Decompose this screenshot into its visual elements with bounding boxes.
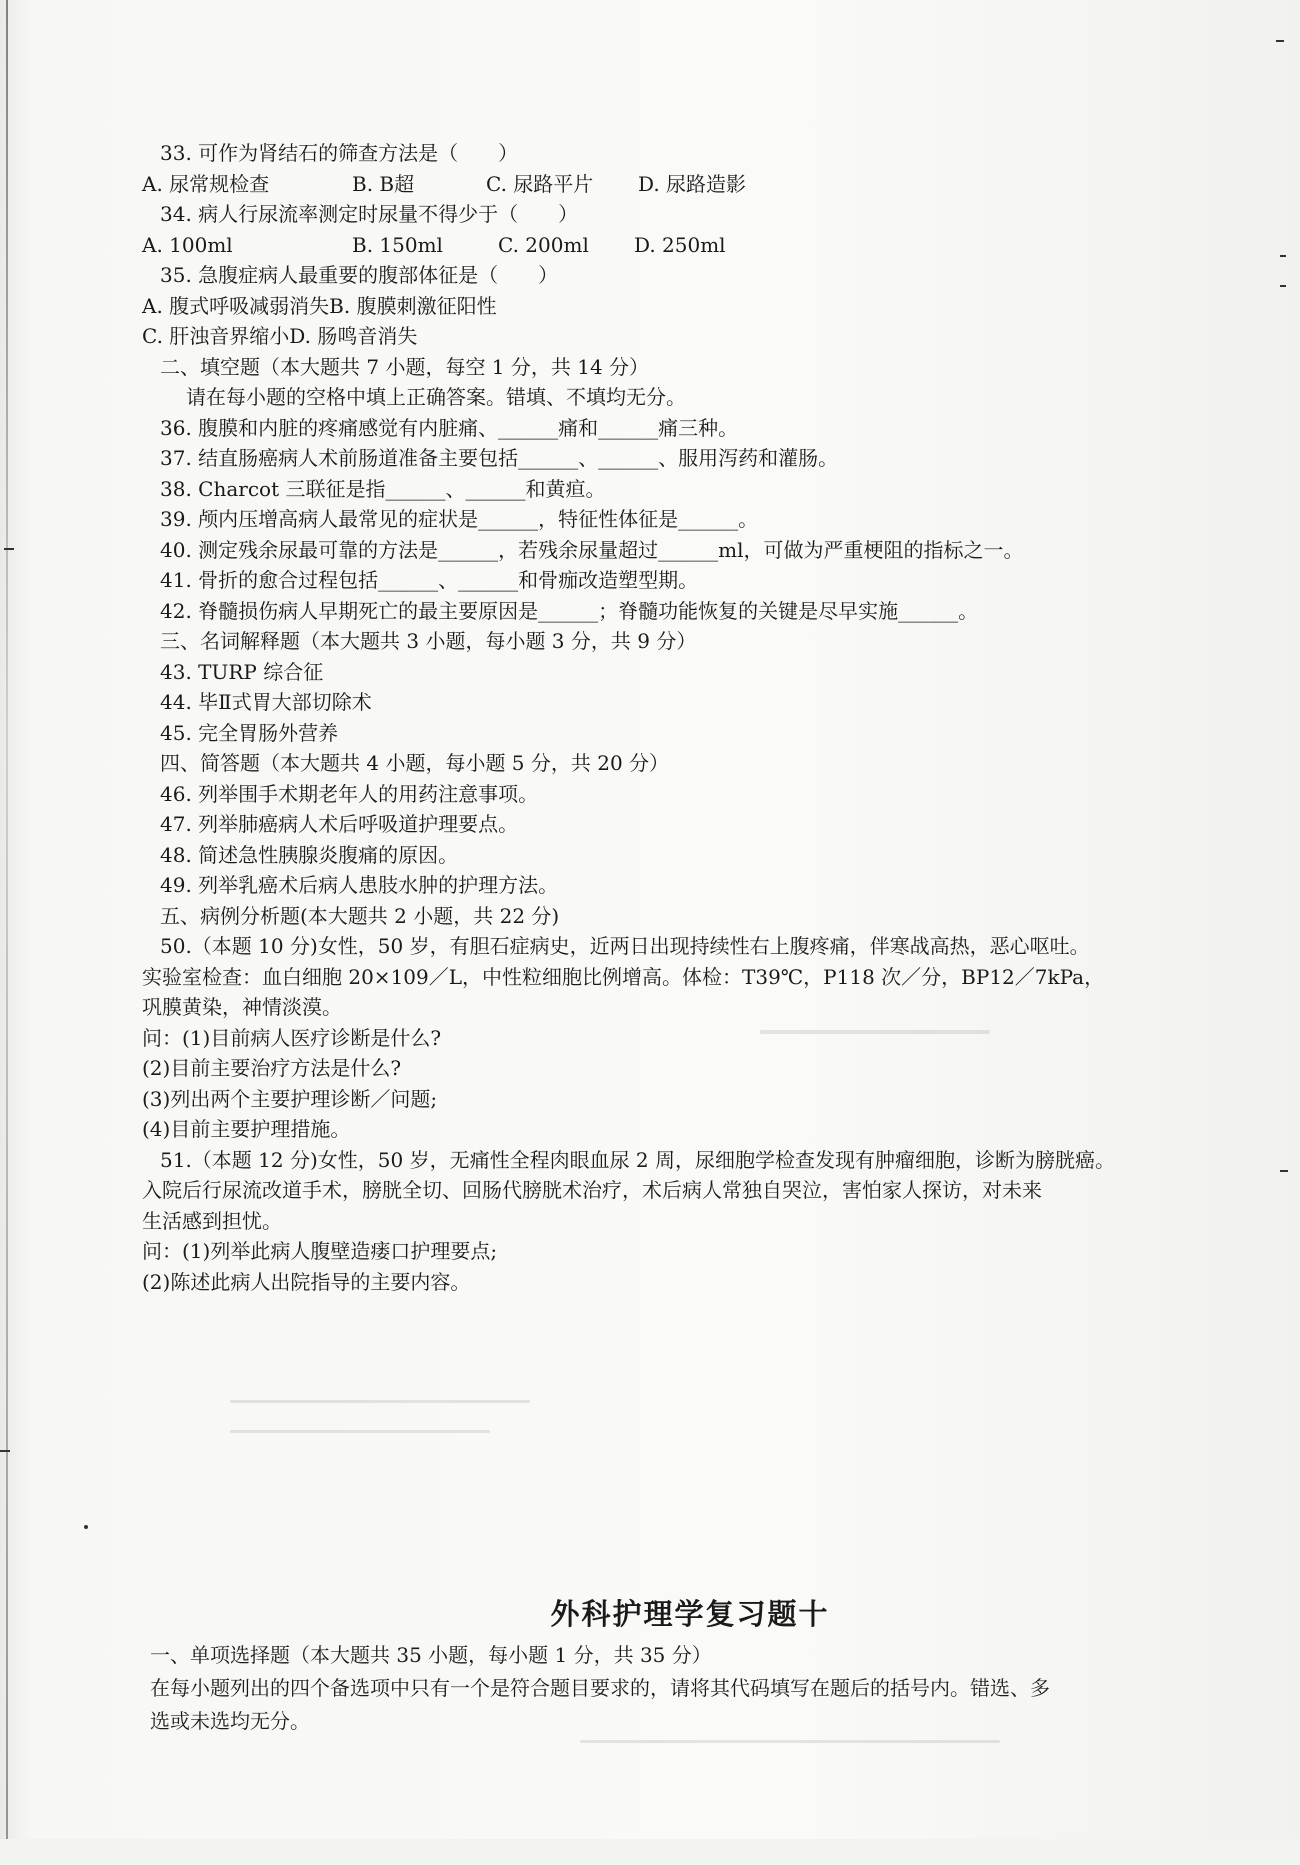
option-d: D. 尿路造影 <box>638 171 747 196</box>
scan-mark <box>1280 1170 1288 1172</box>
question-50-ask-1: 问：(1)目前病人医疗诊断是什么? <box>142 1025 442 1050</box>
question-43: 43. TURP 综合征 <box>160 659 324 684</box>
section-4-heading: 四、简答题（本大题共 4 小题，每小题 5 分，共 20 分） <box>160 751 670 775</box>
question-47: 47. 列举肺癌病人术后呼吸道护理要点。 <box>160 812 519 836</box>
option-a: A. 尿常规检查 <box>142 171 270 196</box>
scan-mark <box>0 1450 10 1452</box>
question-50-line-2: 实验室检查：血白细胞 20×109／L，中性粒细胞比例增高。体检：T39℃，P118 次／分，BP12／7kPa， <box>142 964 1105 989</box>
question-44: 44. 毕Ⅱ式胃大部切除术 <box>160 690 372 714</box>
question-46: 46. 列举围手术期老年人的用药注意事项。 <box>160 781 539 806</box>
scan-mark <box>1276 40 1284 42</box>
option-b: B. B超 <box>352 171 415 196</box>
question-34: 34. 病人行尿流率测定时尿量不得少于（ ） <box>160 202 579 226</box>
section-3-heading: 三、名词解释题（本大题共 3 小题，每小题 3 分，共 9 分） <box>160 629 697 653</box>
question-36: 36. 腹膜和内脏的疼痛感觉有内脏痛、______痛和______痛三种。 <box>160 415 739 440</box>
option-a: A. 100ml <box>142 232 233 257</box>
question-50-ask-3: (3)列出两个主要护理诊断／问题; <box>142 1086 438 1111</box>
question-48: 48. 简述急性胰腺炎腹痛的原因。 <box>160 842 459 867</box>
scan-mark <box>4 548 14 550</box>
question-50-ask-2: (2)目前主要治疗方法是什么? <box>142 1056 402 1080</box>
option-c: C. 尿路平片 <box>486 171 594 196</box>
question-39: 39. 颅内压增高病人最常见的症状是______，特征性体征是______。 <box>160 507 759 531</box>
option-d: D. 250ml <box>634 232 726 257</box>
question-51-ask-1: 问：(1)列举此病人腹壁造瘘口护理要点; <box>142 1239 498 1263</box>
question-50-line-1: 50.（本题 10 分)女性，50 岁，有胆石症病史，近两日出现持续性右上腹疼痛，伴寒战高热，恶心呕吐。 <box>160 934 1090 958</box>
question-38: 38. Charcot 三联征是指______、______和黄疸。 <box>160 476 606 501</box>
question-50-ask-4: (4)目前主要护理措施。 <box>142 1117 351 1141</box>
blank-spacer <box>142 1297 1222 1865</box>
question-33-options <box>142 169 1222 200</box>
scan-mark <box>1280 255 1286 257</box>
question-35-options-ab: A. 腹式呼吸减弱消失B. 腹膜刺激征阳性 <box>142 293 497 318</box>
question-34-options <box>142 230 1222 261</box>
question-51-line-3: 生活感到担忧。 <box>142 1208 282 1233</box>
question-51-line-2: 入院后行尿流改道手术，膀胱全切、回肠代膀胱术治疗，术后病人常独自哭泣，害怕家人探访，对未来 <box>142 1178 1042 1202</box>
section-5-heading: 五、病例分析题(本大题共 2 小题，共 22 分) <box>160 903 560 928</box>
question-51-ask-2: (2)陈述此病人出院指导的主要内容。 <box>142 1269 471 1294</box>
next-instruction-line-2: 选或未选均无分。 <box>150 1709 310 1733</box>
scan-mark <box>84 1525 88 1529</box>
scan-mark <box>1280 285 1286 287</box>
question-41: 41. 骨折的愈合过程包括______、______和骨痂改造塑型期。 <box>160 568 699 592</box>
question-45: 45. 完全胃肠外营养 <box>160 720 339 745</box>
question-35-options-cd: C. 肝浊音界缩小D. 肠鸣音消失 <box>142 324 418 348</box>
next-section-1-heading: 一、单项选择题（本大题共 35 小题，每小题 1 分，共 35 分） <box>150 1643 712 1667</box>
option-b: B. 150ml <box>352 232 443 257</box>
question-33: 33. 可作为肾结石的筛查方法是（ ） <box>160 141 519 165</box>
section-2-instruction: 请在每小题的空格中填上正确答案。错填、不填均无分。 <box>186 385 686 409</box>
question-42: 42. 脊髓损伤病人早期死亡的最主要原因是______；脊髓功能恢复的关键是尽早实施______。 <box>160 598 979 623</box>
question-37: 37. 结直肠癌病人术前肠道准备主要包括______、______、服用泻药和灌肠。 <box>160 446 839 470</box>
next-instruction-line-1: 在每小题列出的四个备选项中只有一个是符合题目要求的，请将其代码填写在题后的括号内。错选、多 <box>150 1676 1050 1700</box>
question-40: 40. 测定残余尿最可靠的方法是______，若残余尿量超过______ml，可做为严重梗阻的指标之一。 <box>160 537 1024 562</box>
question-49: 49. 列举乳癌术后病人患肢水肿的护理方法。 <box>160 873 559 897</box>
question-51-line-1: 51.（本题 12 分)女性，50 岁，无痛性全程肉眼血尿 2 周，尿细胞学检查发现有肿瘤细胞，诊断为膀胱癌。 <box>160 1147 1116 1172</box>
question-50-line-3: 巩膜黄染，神情淡漠。 <box>142 995 342 1019</box>
next-exam-block <box>150 1598 1230 1738</box>
next-exam-title: 外科护理学复习题十 <box>550 1597 830 1631</box>
question-35: 35. 急腹症病人最重要的腹部体征是（ ） <box>160 263 559 287</box>
scan-edge-shadow <box>6 0 8 1839</box>
section-2-heading: 二、填空题（本大题共 7 小题，每空 1 分，共 14 分） <box>160 354 650 379</box>
option-c: C. 200ml <box>498 232 589 257</box>
